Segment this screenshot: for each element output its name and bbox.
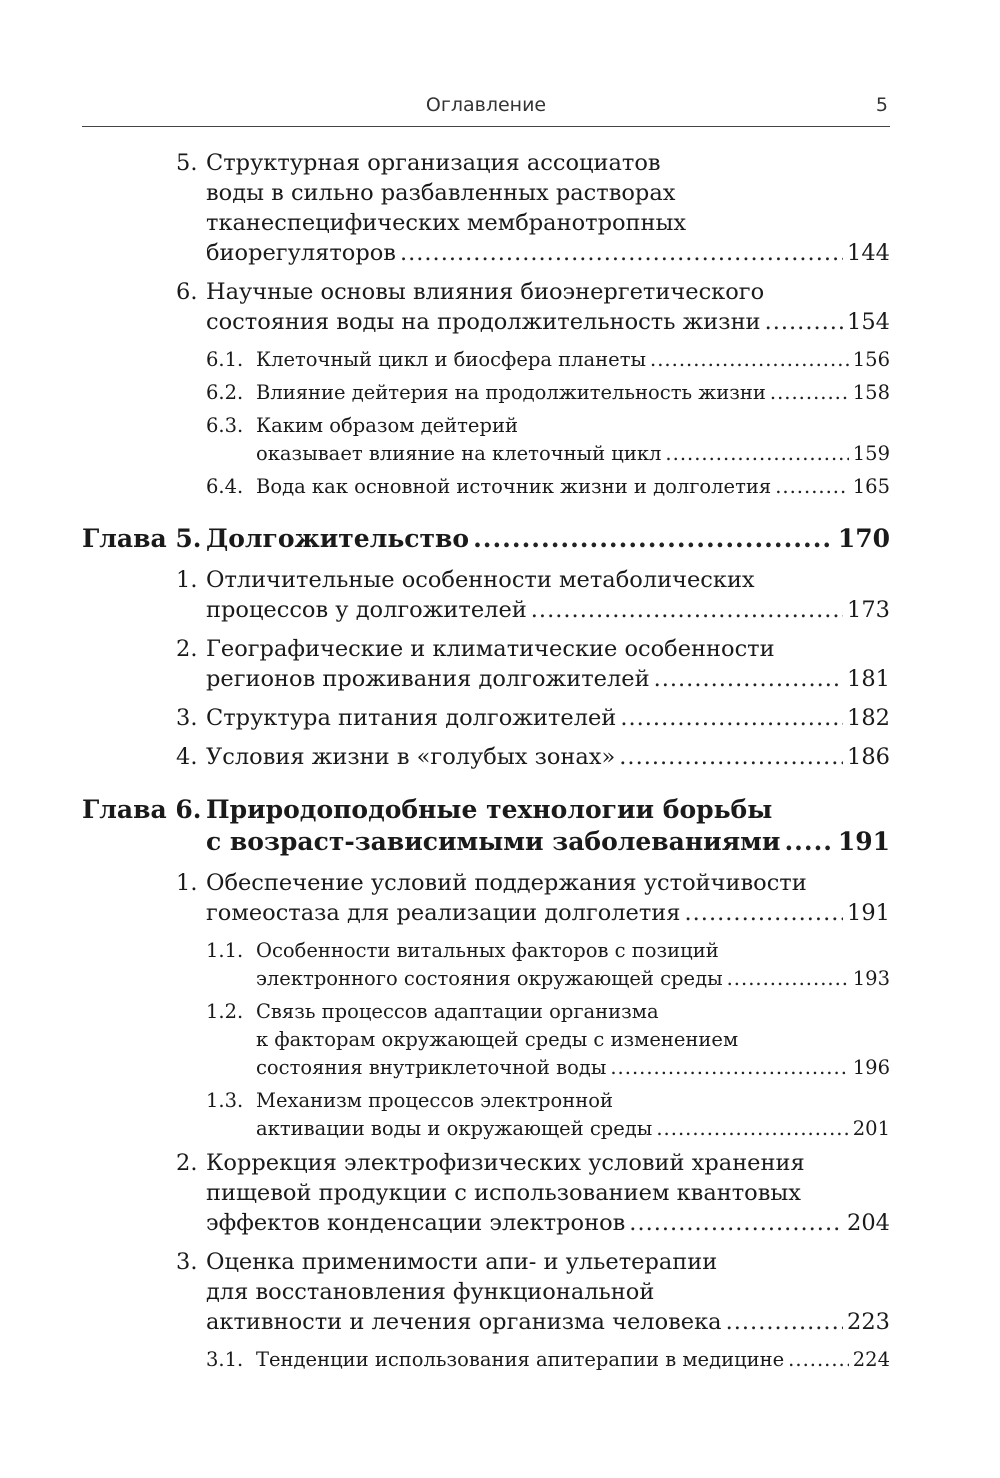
toc-entry-title: Тенденции использования апитерапии в медицине: [256, 1348, 785, 1371]
toc-entry-number: 3.: [176, 1249, 198, 1275]
toc-section: [82, 1148, 890, 1238]
dot-leader: [656, 1115, 848, 1143]
toc-entry-number: 3.1.: [206, 1348, 244, 1371]
toc-entry-title: оказывает влияние на клеточный цикл: [256, 442, 662, 465]
toc-entry-title: Долгожительство: [206, 524, 470, 553]
dot-leader: [727, 965, 849, 993]
toc-entry-title: Отличительные особенности метаболических: [206, 567, 755, 593]
toc-entry-number: Глава 5.: [82, 524, 202, 553]
toc-entry-title: Условия жизни в «голубых зонах»: [206, 744, 616, 770]
toc-line: [82, 473, 890, 501]
toc-page-number: 159: [852, 442, 890, 465]
toc-line: [82, 523, 890, 555]
toc-chapter: [82, 794, 890, 858]
toc-entry-number: 6.1.: [206, 348, 244, 371]
toc-entry-title: Структурная организация ассоциатов: [206, 150, 661, 176]
toc-line: [82, 1115, 890, 1143]
toc-line: [82, 1277, 890, 1307]
toc-entry-title: гомеостаза для реализации долголетия: [206, 900, 681, 926]
dot-leader: [775, 473, 849, 501]
toc-entry-number: Глава 6.: [82, 795, 202, 824]
dot-leader: [665, 440, 848, 468]
toc-entry-number: 2.: [176, 636, 198, 662]
dot-leader: [620, 703, 843, 733]
toc-page-number: 156: [852, 348, 890, 371]
toc-line: [82, 794, 890, 826]
toc-line: [82, 238, 890, 268]
toc-line: [82, 1247, 890, 1277]
toc-page-number: 204: [847, 1210, 890, 1236]
toc-section: [82, 565, 890, 625]
toc-page-number: 154: [847, 309, 890, 335]
toc-section: [82, 1247, 890, 1337]
toc-subsection: [82, 412, 890, 468]
toc-page-number: 193: [852, 967, 890, 990]
dot-leader: [654, 664, 843, 694]
toc-page-number: 158: [852, 381, 890, 404]
toc-page-number: 196: [852, 1056, 890, 1079]
toc-entry-title: биорегуляторов: [206, 240, 396, 266]
toc-line: [82, 1307, 890, 1337]
toc-page-number: 186: [847, 744, 890, 770]
toc-line: [82, 998, 890, 1026]
toc-section: [82, 703, 890, 733]
toc-subsection: [82, 1346, 890, 1374]
toc-line: [82, 595, 890, 625]
toc-entry-number: 4.: [176, 744, 198, 770]
toc-line: [82, 346, 890, 374]
toc-page-number: 182: [847, 705, 890, 731]
running-header-title: Оглавление: [425, 94, 547, 116]
toc-line: [82, 277, 890, 307]
toc-entry-title: состояния внутриклеточной воды: [256, 1056, 607, 1079]
toc-line: [82, 1208, 890, 1238]
toc-entry-title: тканеспецифических мембранотропных: [206, 210, 687, 236]
toc-entry-title: Влияние дейтерия на продолжительность жизни: [256, 381, 766, 404]
toc-entry-title: к факторам окружающей среды с изменением: [256, 1028, 739, 1051]
toc-entry-title: Структура питания долгожителей: [206, 705, 617, 731]
toc-line: [82, 1148, 890, 1178]
toc-page-number: 181: [847, 666, 890, 692]
toc-section: [82, 634, 890, 694]
toc-page-number: 191: [837, 827, 890, 856]
toc-subsection: [82, 998, 890, 1082]
toc-entry-title: процессов у долгожителей: [206, 597, 527, 623]
toc-entry-number: 6.: [176, 279, 198, 305]
toc-entry-title: пищевой продукции с использованием квантовых: [206, 1180, 801, 1206]
toc-subsection: [82, 1087, 890, 1143]
toc-line: [82, 664, 890, 694]
toc-line: [82, 634, 890, 664]
toc-entry-title: Коррекция электрофизических условий хранения: [206, 1150, 805, 1176]
toc-line: [82, 826, 890, 858]
toc-line: [82, 440, 890, 468]
toc-entry-title: Клеточный цикл и биосфера планеты: [256, 348, 647, 371]
toc-entry-number: 1.2.: [206, 1000, 244, 1023]
dot-leader: [610, 1054, 848, 1082]
toc-entry-title: активности и лечения организма человека: [206, 1309, 722, 1335]
toc-page-number: 201: [852, 1117, 890, 1140]
page-number: 5: [875, 94, 888, 116]
toc-entry-number: 6.2.: [206, 381, 244, 404]
toc-line: [82, 178, 890, 208]
toc-line: [82, 208, 890, 238]
toc-entry-title: Связь процессов адаптации организма: [256, 1000, 659, 1023]
toc-line: [82, 868, 890, 898]
toc-page-number: 223: [847, 1309, 890, 1335]
toc-line: [82, 1054, 890, 1082]
toc-line: [82, 742, 890, 772]
toc-line: [82, 1087, 890, 1115]
toc-subsection: [82, 473, 890, 501]
dot-leader: [685, 898, 844, 928]
toc-entry-title: Оценка применимости апи- и ульетерапии: [206, 1249, 718, 1275]
toc-line: [82, 379, 890, 407]
toc-subsection: [82, 379, 890, 407]
toc-line: [82, 565, 890, 595]
toc-line: [82, 703, 890, 733]
toc-entry-title: состояния воды на продолжительность жизни: [206, 309, 761, 335]
toc-page-number: 165: [852, 475, 890, 498]
toc-page-number: 144: [847, 240, 890, 266]
toc-section: [82, 148, 890, 268]
toc-entry-title: Научные основы влияния биоэнергетического: [206, 279, 765, 305]
dot-leader: [400, 238, 843, 268]
toc-entry-title: Каким образом дейтерий: [256, 414, 518, 437]
dot-leader: [784, 826, 833, 858]
toc-page-number: 170: [837, 524, 890, 553]
dot-leader: [619, 742, 843, 772]
toc-entry-title: воды в сильно разбавленных растворах: [206, 180, 676, 206]
running-header: [82, 88, 890, 127]
toc-section: [82, 277, 890, 337]
toc-page-number: 224: [852, 1348, 890, 1371]
toc-entry-title: регионов проживания долгожителей: [206, 666, 650, 692]
toc-entry-number: 5.: [176, 150, 198, 176]
toc-entry-title: Вода как основной источник жизни и долголетия: [256, 475, 772, 498]
toc-line: [82, 148, 890, 178]
toc-entry-number: 1.: [176, 567, 198, 593]
toc-entry-title: Географические и климатические особенности: [206, 636, 775, 662]
toc-entry-number: 1.3.: [206, 1089, 244, 1112]
toc-line: [82, 937, 890, 965]
toc-entry-number: 1.: [176, 870, 198, 896]
toc-entry-title: для восстановления функциональной: [206, 1279, 655, 1305]
dot-leader: [650, 346, 849, 374]
dot-leader: [765, 307, 843, 337]
toc-page-number: 173: [847, 597, 890, 623]
toc-entry-number: 2.: [176, 1150, 198, 1176]
toc-entry-number: 6.4.: [206, 475, 244, 498]
toc-entry-title: эффектов конденсации электронов: [206, 1210, 626, 1236]
toc-page-number: 191: [847, 900, 890, 926]
toc-entry-number: 6.3.: [206, 414, 244, 437]
toc-entry-title: электронного состояния окружающей среды: [256, 967, 723, 990]
toc-subsection: [82, 346, 890, 374]
toc-entry-number: 3.: [176, 705, 198, 731]
toc-line: [82, 1346, 890, 1374]
dot-leader: [531, 595, 843, 625]
toc-entry-title: Обеспечение условий поддержания устойчивости: [206, 870, 807, 896]
dot-leader: [473, 523, 834, 555]
dot-leader: [629, 1208, 843, 1238]
toc-entry-title: Механизм процессов электронной: [256, 1089, 613, 1112]
toc-section: [82, 868, 890, 928]
toc-section: [82, 742, 890, 772]
dot-leader: [788, 1346, 849, 1374]
toc-line: [82, 412, 890, 440]
toc-line: [82, 898, 890, 928]
dot-leader: [726, 1307, 843, 1337]
toc-subsection: [82, 937, 890, 993]
toc-line: [82, 1178, 890, 1208]
dot-leader: [770, 379, 849, 407]
toc-line: [82, 1026, 890, 1054]
toc-line: [82, 307, 890, 337]
toc-entry-title: с возраст-зависимыми заболеваниями: [206, 827, 781, 856]
toc-line: [82, 965, 890, 993]
table-of-contents: [82, 148, 890, 1379]
toc-entry-title: Особенности витальных факторов с позиций: [256, 939, 719, 962]
toc-entry-number: 1.1.: [206, 939, 244, 962]
toc-entry-title: активации воды и окружающей среды: [256, 1117, 653, 1140]
toc-chapter: [82, 523, 890, 555]
toc-entry-title: Природоподобные технологии борьбы: [206, 795, 773, 824]
